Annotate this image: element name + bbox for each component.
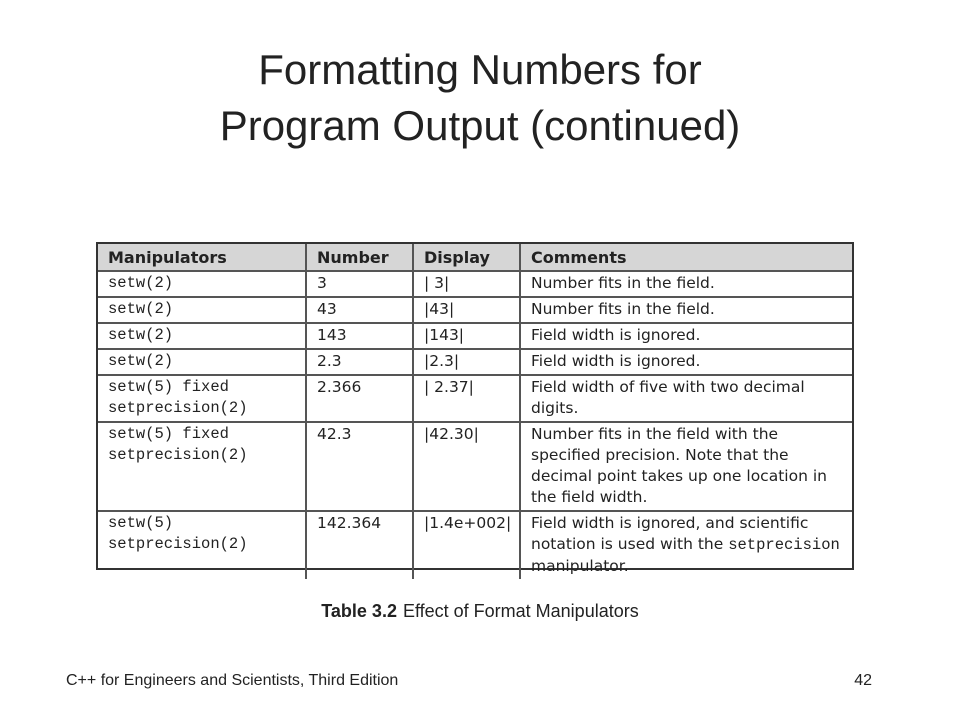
cell-manipulators xyxy=(98,375,306,422)
manipulator-line-2: setprecision(2) xyxy=(108,446,248,464)
cell-comment: Field width is ignored. xyxy=(520,349,852,375)
cell-display: | 2.37| xyxy=(413,375,520,422)
comment-code: setprecision xyxy=(728,536,840,554)
cell-display: | 3| xyxy=(413,271,520,297)
table-row xyxy=(98,375,852,422)
cell-manipulators: setw(2) xyxy=(98,323,306,349)
header-comments: Comments xyxy=(520,244,852,271)
table-row xyxy=(98,349,852,375)
header-manipulators: Manipulators xyxy=(98,244,306,271)
cell-number: 143 xyxy=(306,323,413,349)
cell-manipulators xyxy=(98,511,306,579)
cell-display: |1.4e+002| xyxy=(413,511,520,579)
cell-display: |43| xyxy=(413,297,520,323)
manipulator-line-2: setprecision(2) xyxy=(108,399,248,417)
slide-title-line-1: Formatting Numbers for xyxy=(258,46,702,93)
table-header-row xyxy=(98,244,852,271)
table-caption xyxy=(0,601,960,622)
cell-comment: Field width of five with two decimal digits. xyxy=(520,375,852,422)
manipulators-table-frame xyxy=(96,242,854,575)
cell-display: |143| xyxy=(413,323,520,349)
cell-number: 2.3 xyxy=(306,349,413,375)
slide-title-line-2: Program Output (continued) xyxy=(219,102,741,149)
cell-comment: Field width is ignored. xyxy=(520,323,852,349)
cell-comment: Number fits in the field. xyxy=(520,297,852,323)
table-row xyxy=(98,422,852,511)
comment-text: Field width is ignored, and scientific notation is used with the xyxy=(531,514,809,553)
table-row xyxy=(98,511,852,579)
cell-manipulators: setw(2) xyxy=(98,349,306,375)
cell-comment: Number fits in the field. xyxy=(520,271,852,297)
caption-text: Effect of Format Manipulators xyxy=(402,601,639,621)
cell-number: 42.3 xyxy=(306,422,413,511)
cell-manipulators: setw(2) xyxy=(98,271,306,297)
footer-page-number: 42 xyxy=(854,672,872,689)
manipulator-line-1: setw(5) fixed xyxy=(108,425,229,443)
table-row xyxy=(98,297,852,323)
manipulator-line-1: setw(5) fixed xyxy=(108,378,229,396)
comment-tail: manipulator. xyxy=(531,557,629,575)
slide-title xyxy=(0,42,960,154)
footer-book-title: C++ for Engineers and Scientists, Third Edition xyxy=(66,672,399,689)
manipulator-line-1: setw(5) xyxy=(108,514,174,532)
table-row xyxy=(98,271,852,297)
manipulators-table xyxy=(98,244,852,579)
cell-comment xyxy=(520,511,852,579)
cell-number: 2.366 xyxy=(306,375,413,422)
cell-display: |2.3| xyxy=(413,349,520,375)
cell-comment: Number fits in the field with the specified precision. Note that the decimal point takes up one location in the field width. xyxy=(520,422,852,511)
cell-manipulators xyxy=(98,422,306,511)
cell-manipulators: setw(2) xyxy=(98,297,306,323)
cell-display: |42.30| xyxy=(413,422,520,511)
header-number: Number xyxy=(306,244,413,271)
table-row xyxy=(98,323,852,349)
cell-number: 43 xyxy=(306,297,413,323)
manipulator-line-2: setprecision(2) xyxy=(108,535,248,553)
cell-number: 3 xyxy=(306,271,413,297)
caption-label: Table 3.2 xyxy=(321,601,397,621)
header-display: Display xyxy=(413,244,520,271)
cell-number: 142.364 xyxy=(306,511,413,579)
